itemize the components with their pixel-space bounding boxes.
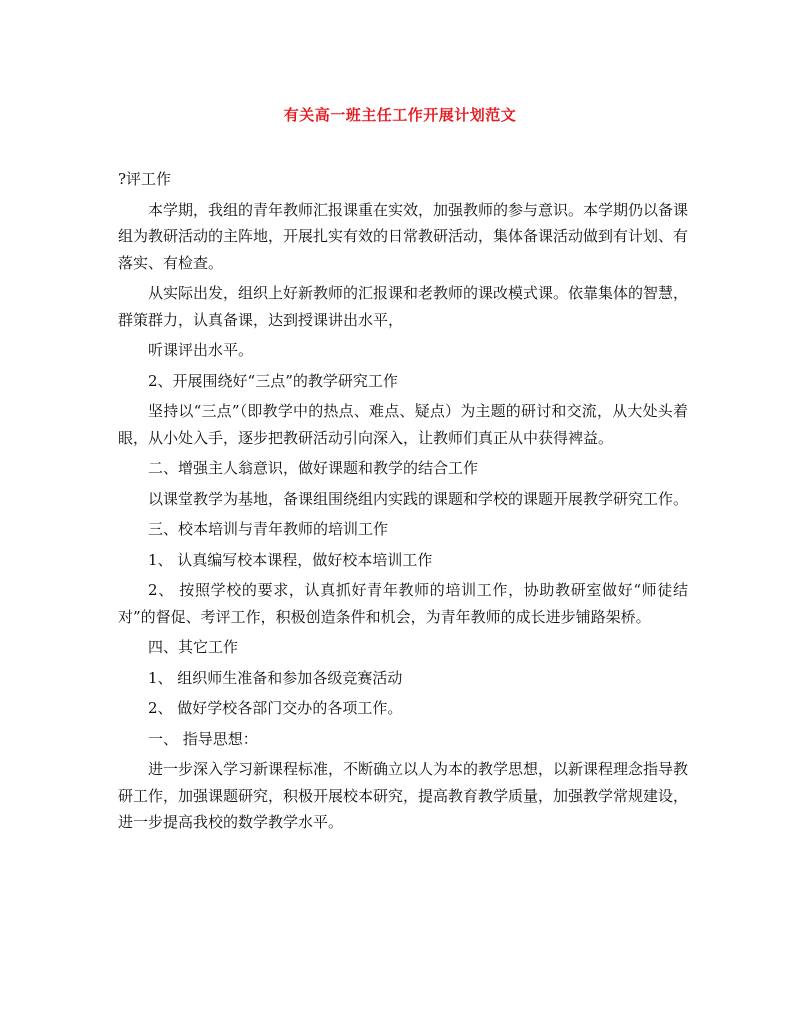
paragraph-three-points-heading: 2、开展围绕好“三点”的教学研究工作 [148,371,398,390]
paragraph-semester-teaching: 本学期，我组的青年教师汇报课重在实效，加强教师的参与意识。本学期仍以备课组为教研活动的主阵地，开展扎实有效的日常教研活动，集体备课活动做到有计划、有落实、有检查。 [118,200,689,272]
paragraph-ownership-heading: 二、增强主人翁意识，做好课题和教学的结合工作 [148,459,479,477]
paragraph-young-teachers: 2、 按照学校的要求，认真抓好青年教师的培训工作，协助教研室做好“师徒结对”的督促、考评工作，积极创造条件和机会，为青年教师的成长进步铺路架桥。 [118,581,688,626]
paragraph-department-tasks: 2、 做好学校各部门交办的各项工作。 [148,699,403,717]
paragraph-review-work: ?评工作 [118,170,172,188]
paragraph-listen-evaluate: 听课评出水平。 [148,341,254,359]
paragraph-competitions: 1、 组织师生准备和参加各级竞赛活动 [148,668,403,687]
paragraph-training-heading: 三、校本培训与青年教师的培训工作 [148,520,389,538]
paragraph-school-curriculum: 1、 认真编写校本课程，做好校本培训工作 [148,550,433,569]
paragraph-classroom-base: 以课堂教学为基地，备课组围绕组内实践的课题和学校的课题开展教学研究工作。 [148,489,689,508]
paragraph-guiding-thought-body: 进一步深入学习新课程标准，不断确立以人为本的教学思想，以新课程理念指导教研工作，加强课题研究，积极开展校本研究，提高教育教学质量，加强教学常规建设，进一步提高我校的数学教学水平。 [118,760,689,831]
document-body [118,166,688,840]
paragraph-other-work-heading: 四、其它工作 [148,638,239,656]
paragraph-three-points-body: 坚持以“三点”（即教学中的热点、难点、疑点）为主题的研讨和交流，从大处头着眼，从小处入手，逐步把教研活动引向深入，让教师们真正从中获得裨益。 [118,402,688,447]
document-title: 有关高一班主任工作开展计划范文 [283,106,517,124]
paragraph-guiding-thought-heading: 一、 指导思想： [148,729,258,748]
paragraph-practical-start: 从实际出发，组织上好新教师的汇报课和老教师的课改模式课。依靠集体的智慧，群策群力，认真备课，达到授课讲出水平， [118,284,689,329]
